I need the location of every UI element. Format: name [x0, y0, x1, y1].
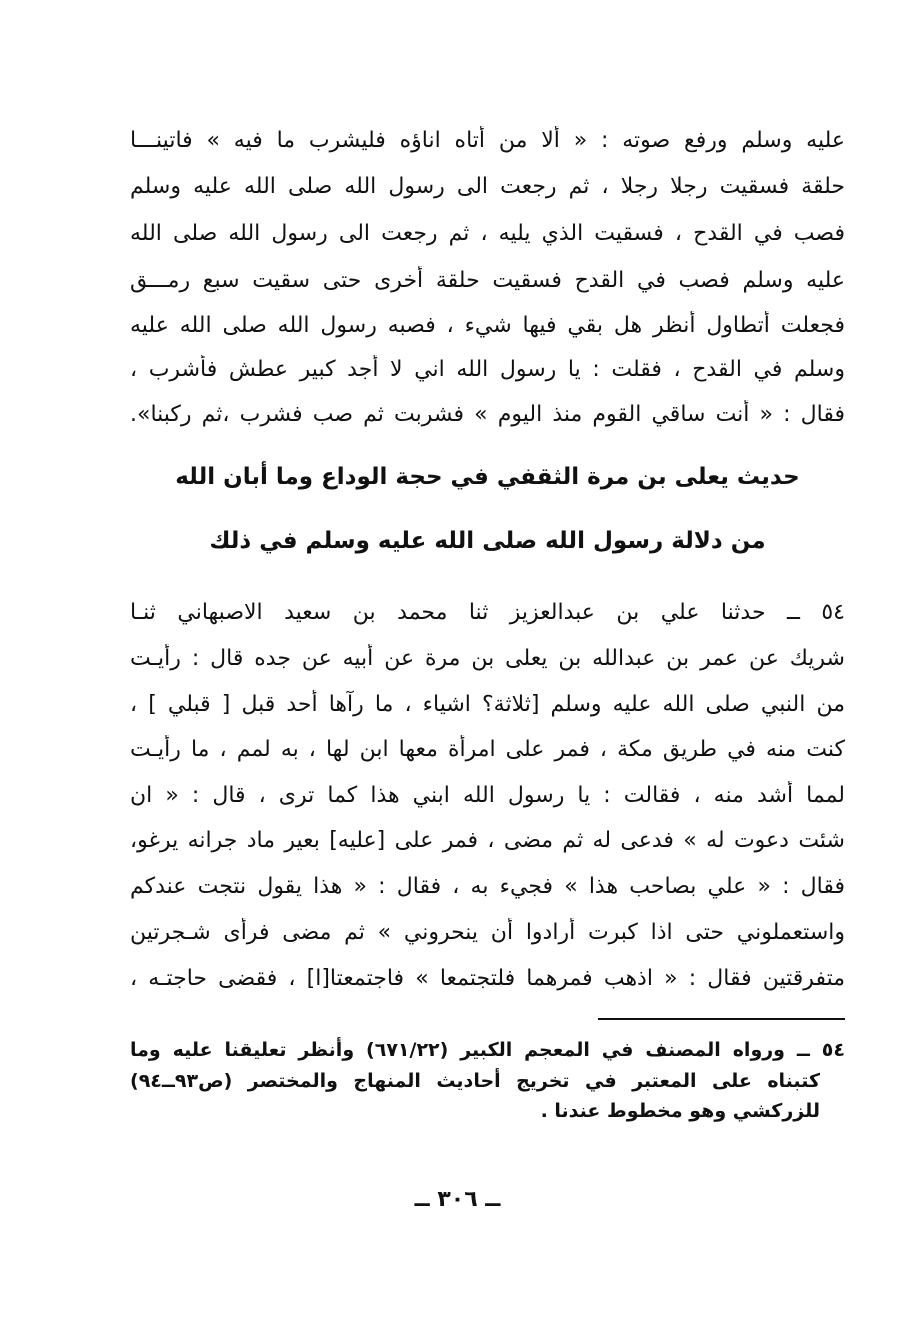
footnote-line: للزركشي وهو مخطوط عندنا . [540, 1100, 820, 1122]
text-line: وسلم في القدح ، فقلت : يا رسول الله اني لا أجد كبير عطش فأشرب ، [130, 357, 845, 382]
text-line: من النبي صلى الله عليه وسلم [ثلاثة؟ اشياء ، ما رآها أحد قبل [ قبلي ] ، [130, 692, 845, 717]
text-line: فقال : « أنت ساقي القوم منذ اليوم » فشربت ثم صب فشرب ،ثم ركبنا». [130, 402, 845, 427]
text-line: فصب في القدح ، فسقيت الذي يليه ، ثم رجعت الى رسول الله صلى الله [130, 221, 845, 246]
section-heading: حديث يعلى بن مرة الثقفي في حجة الوداع وما أبان الله [175, 464, 800, 490]
text-line: كنت منه في طريق مكة ، فمر على امرأة معها ابن لها ، به لمم ، ما رأيـت [130, 737, 845, 762]
text-line: شئت دعوت له » فدعى له ثم مضى ، فمر على [عليه] بعير ماد جرانه يرغو، [130, 828, 845, 853]
text-line: عليه وسلم ورفع صوته : « ألا من أتاه اناؤه فليشرب ما فيه » فاتينـــا [130, 128, 845, 153]
text-line: واستعملوني حتى اذا كبرت أرادوا أن ينحروني » ثم مضى فرأى شـجرتين [130, 920, 845, 945]
text-line: حلقة فسقيت رجلا رجلا ، ثم رجعت الى رسول الله صلى الله عليه وسلم [130, 174, 845, 199]
text-line: لمما أشد منه ، فقالت : يا رسول الله ابني هذا كما ترى ، قال : « ان [130, 783, 845, 808]
footnote-divider [598, 1018, 845, 1020]
page-number: ــ ٣٠٦ ــ [414, 1187, 501, 1212]
text-line: متفرقتين فقال : « اذهب فمرهما فلتجتمعا » فاجتمعتا[ا] ، فقضى حاجتـه ، [130, 966, 845, 991]
text-line: عليه وسلم فصب في القدح فسقيت حلقة أخرى حتى سقيت سبع رمـــق [130, 268, 845, 293]
text-line: ٥٤ ــ حدثنا علي بن عبدالعزيز ثنا محمد بن سعيد الاصبهاني ثنـا [130, 600, 845, 625]
text-line: فقال : « علي بصاحب هذا » فجيء به ، فقال : « هذا يقول نتجت عندكم [130, 874, 845, 899]
text-line: فجعلت أتطاول أنظر هل بقي فيها شيء ، فصبه رسول الله صلى الله عليه [130, 313, 845, 338]
text-line: شريك عن عمر بن عبدالله بن يعلى بن مرة عن أبيه عن جده قال : رأيـت [130, 646, 845, 671]
section-subheading: من دلالة رسول الله صلى الله عليه وسلم في ذلك [209, 528, 766, 554]
footnote-line: ٥٤ ــ ورواه المصنف في المعجم الكبير (٦٧١/٢٢) وأنظر تعليقنا عليه وما [130, 1039, 845, 1061]
footnote-line: كتبناه على المعتبر في تخريج أحاديث المنهاج والمختصر (ص٩٣ــ٩٤) [130, 1070, 820, 1092]
